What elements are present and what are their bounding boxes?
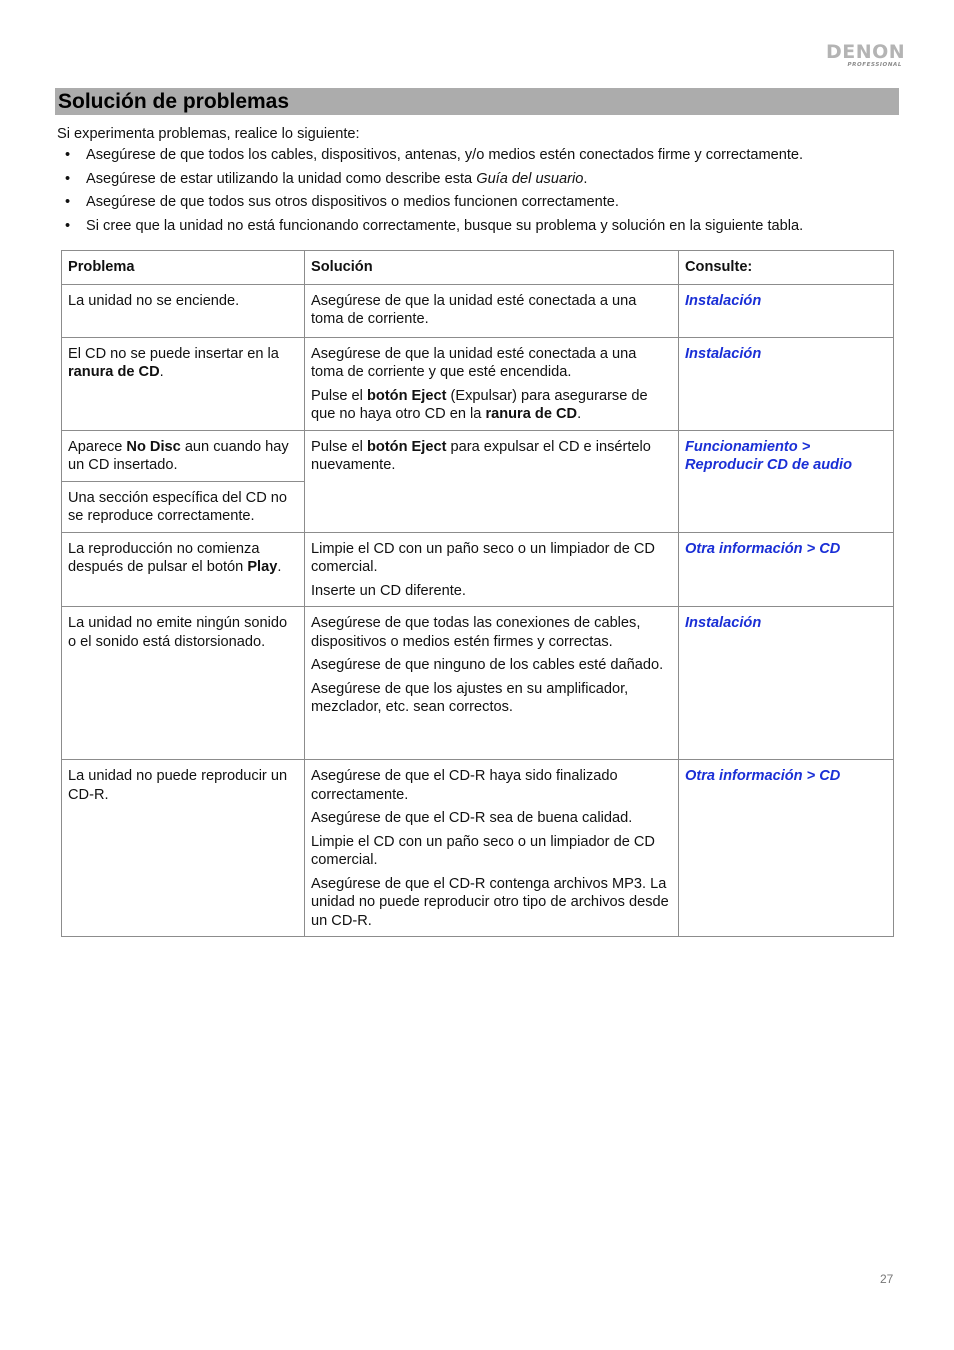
list-item bbox=[57, 193, 917, 211]
problem-text: Aparece bbox=[68, 438, 127, 455]
reference-link[interactable]: Instalación bbox=[685, 345, 762, 362]
bullet-text: Asegúrese de estar utilizando la unidad como describe esta bbox=[86, 170, 477, 187]
solution-cell bbox=[305, 284, 679, 337]
section-title: Solución de problemas bbox=[58, 90, 290, 113]
page-number: 27 bbox=[880, 1272, 894, 1286]
column-header-see: Consulte: bbox=[679, 251, 894, 285]
bullet-text-end: . bbox=[583, 170, 588, 187]
problem-text: La reproducción no comienza después de pulsar el botón bbox=[68, 540, 260, 575]
solution-text: Asegúrese de que la unidad esté conectada a una toma de corriente. bbox=[311, 292, 637, 327]
reference-cell bbox=[679, 607, 894, 760]
bullet-icon: • bbox=[65, 194, 71, 210]
problem-text: El CD no se puede insertar en la bbox=[68, 345, 279, 362]
solution-cell bbox=[305, 430, 679, 532]
solution-text bbox=[311, 387, 672, 424]
problem-text-end: . bbox=[159, 364, 164, 380]
solution-fragment: Pulse el bbox=[311, 387, 367, 404]
problem-emphasis: Play bbox=[247, 559, 278, 575]
reference-cell bbox=[679, 284, 894, 337]
reference-link[interactable]: Otra información > CD bbox=[685, 768, 841, 784]
solution-text: Limpie el CD con un paño seco o un limpiador de CD comercial. bbox=[311, 833, 655, 868]
bullet-text: Si cree que la unidad no está funcionando correctamente, busque su problema y solución en la siguiente tabla. bbox=[86, 217, 804, 234]
solution-fragment: para expulsar el CD e insértelo nuevamente. bbox=[311, 438, 651, 473]
solution-text: Asegúrese de que ninguno de los cables esté dañado. bbox=[311, 657, 664, 673]
solution-text: Asegúrese de que todas las conexiones de cables, dispositivos o medios estén firmes y correctas. bbox=[311, 615, 641, 650]
solution-text bbox=[311, 438, 672, 475]
solution-fragment: (Expulsar) para asegurarse de que no haya otro CD en la bbox=[311, 387, 648, 422]
table-row bbox=[62, 532, 894, 607]
section-header-bar bbox=[55, 88, 899, 115]
bullet-icon: • bbox=[65, 147, 71, 163]
table-header-row bbox=[62, 251, 894, 285]
problem-cell bbox=[62, 430, 305, 481]
solution-text: Inserte un CD diferente. bbox=[311, 582, 466, 599]
solution-cell bbox=[305, 532, 679, 607]
intro-text: Si experimenta problemas, realice lo siguiente: bbox=[57, 126, 360, 142]
problem-cell: Una sección específica del CD no se reproduce correctamente. bbox=[62, 481, 305, 532]
solution-fragment: Pulse el bbox=[311, 438, 367, 455]
bullet-icon: • bbox=[65, 170, 71, 187]
solution-text: Asegúrese de que la unidad esté conectada a una toma de corriente y que esté encendida. bbox=[311, 345, 637, 380]
column-header-solution: Solución bbox=[305, 251, 679, 285]
table-row bbox=[62, 430, 894, 481]
reference-cell bbox=[679, 760, 894, 937]
list-item bbox=[57, 146, 917, 164]
column-header-problem: Problema bbox=[62, 251, 305, 285]
solution-text: Limpie el CD con un paño seco o un limpiador de CD comercial. bbox=[311, 540, 655, 575]
reference-cell bbox=[679, 337, 894, 430]
problem-cell: La unidad no puede reproducir un CD-R. bbox=[62, 760, 305, 937]
brand-name: DENON bbox=[826, 41, 906, 63]
solution-cell bbox=[305, 337, 679, 430]
reference-cell bbox=[679, 430, 894, 532]
solution-text: Asegúrese de que el CD-R sea de buena calidad. bbox=[311, 810, 633, 826]
solution-text: Asegúrese de que el CD-R haya sido finalizado correctamente. bbox=[311, 768, 618, 803]
cd-slot-label: ranura de CD bbox=[485, 406, 578, 422]
problem-cell bbox=[62, 337, 305, 430]
reference-cell bbox=[679, 532, 894, 607]
bullet-text: Asegúrese de que todos los cables, dispositivos, antenas, y/o medios estén conectados firme y correctamente. bbox=[86, 147, 804, 163]
solution-text: Asegúrese de que el CD-R contenga archivos MP3. La unidad no puede reproducir otro tipo de archivos desde un CD-R. bbox=[311, 875, 669, 929]
guide-title: Guía del usuario bbox=[476, 170, 584, 187]
troubleshooting-table bbox=[61, 250, 894, 937]
table-row bbox=[62, 337, 894, 430]
list-item bbox=[57, 217, 917, 235]
solution-fragment: . bbox=[577, 406, 582, 422]
bullet-icon: • bbox=[65, 217, 71, 234]
problem-emphasis: ranura de CD bbox=[68, 364, 160, 380]
table-row bbox=[62, 607, 894, 760]
problem-cell: La unidad no se enciende. bbox=[62, 284, 305, 337]
table-row bbox=[62, 284, 894, 337]
brand-subtitle: PROFESSIONAL bbox=[847, 62, 902, 68]
eject-button-label: botón Eject bbox=[366, 438, 447, 455]
denon-logo bbox=[826, 41, 906, 69]
problem-text-end: aun cuando hay un CD insertado. bbox=[68, 438, 289, 473]
instructions-list bbox=[57, 146, 917, 240]
solution-cell bbox=[305, 760, 679, 937]
problem-emphasis: No Disc bbox=[126, 438, 181, 455]
reference-link[interactable]: Funcionamiento > Reproducir CD de audio bbox=[685, 438, 853, 473]
problem-cell bbox=[62, 532, 305, 607]
solution-text: Asegúrese de que los ajustes en su amplificador, mezclador, etc. sean correctos. bbox=[311, 680, 629, 715]
problem-text-end: . bbox=[277, 559, 282, 575]
table-row bbox=[62, 760, 894, 937]
problem-cell: La unidad no emite ningún sonido o el sonido está distorsionado. bbox=[62, 607, 305, 760]
reference-link[interactable]: Otra información > CD bbox=[685, 540, 841, 557]
list-item bbox=[57, 170, 917, 188]
solution-cell bbox=[305, 607, 679, 760]
bullet-text: Asegúrese de que todos sus otros dispositivos o medios funcionen correctamente. bbox=[86, 194, 619, 210]
reference-link[interactable]: Instalación bbox=[685, 292, 762, 309]
eject-button-label: botón Eject bbox=[366, 387, 447, 404]
reference-link[interactable]: Instalación bbox=[685, 615, 762, 631]
